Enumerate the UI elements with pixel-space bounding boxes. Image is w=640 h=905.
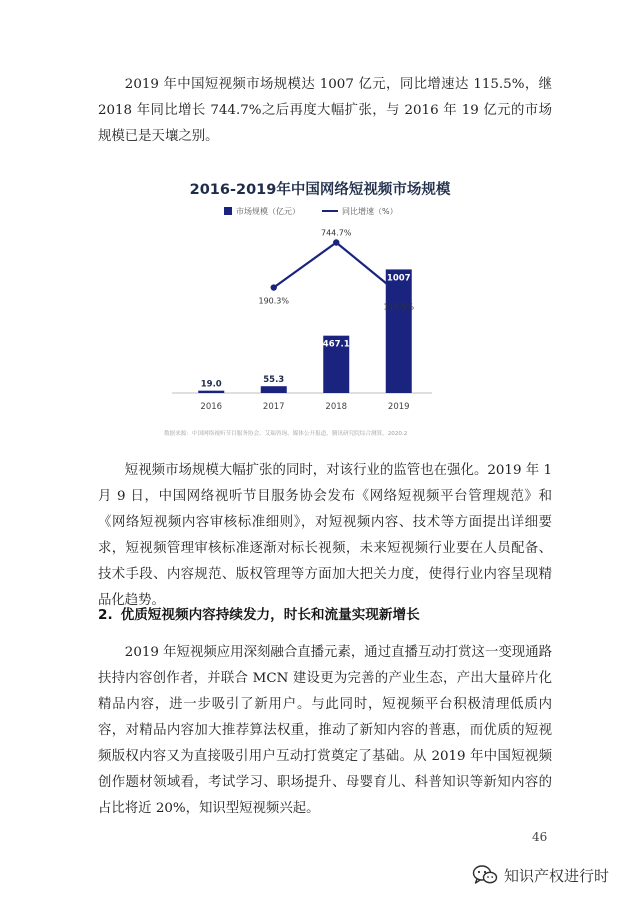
section-heading bbox=[98, 604, 552, 626]
page-number: 46 bbox=[532, 830, 548, 844]
wechat-icon bbox=[472, 864, 498, 886]
growth-label-2017: 190.3% bbox=[258, 296, 290, 306]
paragraph-regulation: 短视频市场规模大幅扩张的同时，对该行业的监管也在强化。2019 年 1 月 9 日，中国网络视听节目服务协会发布《网络短视频平台管理规范》和《网络短视频内容审核标准细则》，对短视频内容、技术等方面提出详细要求，短视频管理审核标准逐渐对标长视频，未来短视频行业要在人员配备、技术手段、内容规范、版权管理等方面加大把关力度，使得行业内容呈现精品化趋势。 bbox=[98, 463, 552, 608]
legend-label-growth-rate: 同比增速（%） bbox=[342, 206, 398, 216]
growth-point-2018 bbox=[333, 239, 339, 245]
bar-value-label-2016: 19.0 bbox=[200, 379, 222, 390]
bar-value-label-2017: 55.3 bbox=[263, 375, 285, 386]
legend-item-market-size bbox=[224, 206, 300, 217]
growth-point-2019 bbox=[396, 290, 402, 296]
chart-source-note: 数据来源：中国网络视听节目服务协会、艾瑞咨询、媒体公开报道，腾讯研究院综合测算，2020.2 bbox=[164, 431, 408, 437]
x-tick-label-2016: 2016 bbox=[200, 402, 223, 412]
chart-legend bbox=[224, 204, 420, 218]
x-tick-label-2018: 2018 bbox=[325, 402, 348, 412]
watermark bbox=[472, 864, 609, 886]
section-number: 2. bbox=[98, 607, 113, 623]
legend-bar-swatch bbox=[224, 207, 232, 215]
watermark-text: 知识产权进行时 bbox=[504, 866, 610, 885]
legend-label-market-size: 市场规模（亿元） bbox=[236, 206, 300, 216]
paragraph-market-size: 2019 年中国短视频市场规模达 1007 亿元，同比增速达 115.5%，继 2018 年同比增长 744.7%之后再度大幅扩张，与 2016 年 19 亿元的市场规模已是天壤之别。 bbox=[98, 77, 552, 144]
legend-line-swatch bbox=[322, 210, 338, 212]
bar-2019 bbox=[386, 269, 412, 393]
x-tick-label-2019: 2019 bbox=[387, 402, 410, 412]
market-size-chart bbox=[150, 168, 490, 448]
growth-rate-line bbox=[274, 242, 399, 293]
paragraph-quality-content: 2019 年短视频应用深刻融合直播元素，通过直播互动打赏这一变现通路扶持内容创作者，并联合 MCN 建设更为完善的产业生态，产出大量碎片化精品内容，进一步吸引了新用户。与此同时，短视频平台积极清理低质内容，对精品内容加大推荐算法权重，推动了新知内容的普惠，而优质的短视频版权内容又为直接吸引用户互动打赏奠定了基础。从 2019 年中国短视频创作题材领域看，考试学习、职场提升、母婴育儿、科普知识等新知内容的占比将近 20%，知识型短视频兴起。 bbox=[98, 645, 552, 816]
bar-2017 bbox=[261, 386, 287, 393]
growth-label-2018: 744.7% bbox=[320, 228, 352, 238]
bar-2016 bbox=[198, 391, 224, 393]
growth-label-2019: 115.5% bbox=[383, 302, 415, 312]
section-title: 优质短视频内容持续发力，时长和流量实现新增长 bbox=[120, 607, 420, 623]
x-tick-label-2017: 2017 bbox=[262, 402, 285, 412]
legend-item-growth-rate bbox=[322, 206, 398, 217]
growth-point-2017 bbox=[271, 284, 277, 290]
bar-value-label-2018: 467.1 bbox=[322, 339, 350, 350]
chart-title: 2016-2019年中国网络短视频市场规模 bbox=[189, 182, 451, 198]
bar-value-label-2019: 1007 bbox=[386, 273, 411, 284]
